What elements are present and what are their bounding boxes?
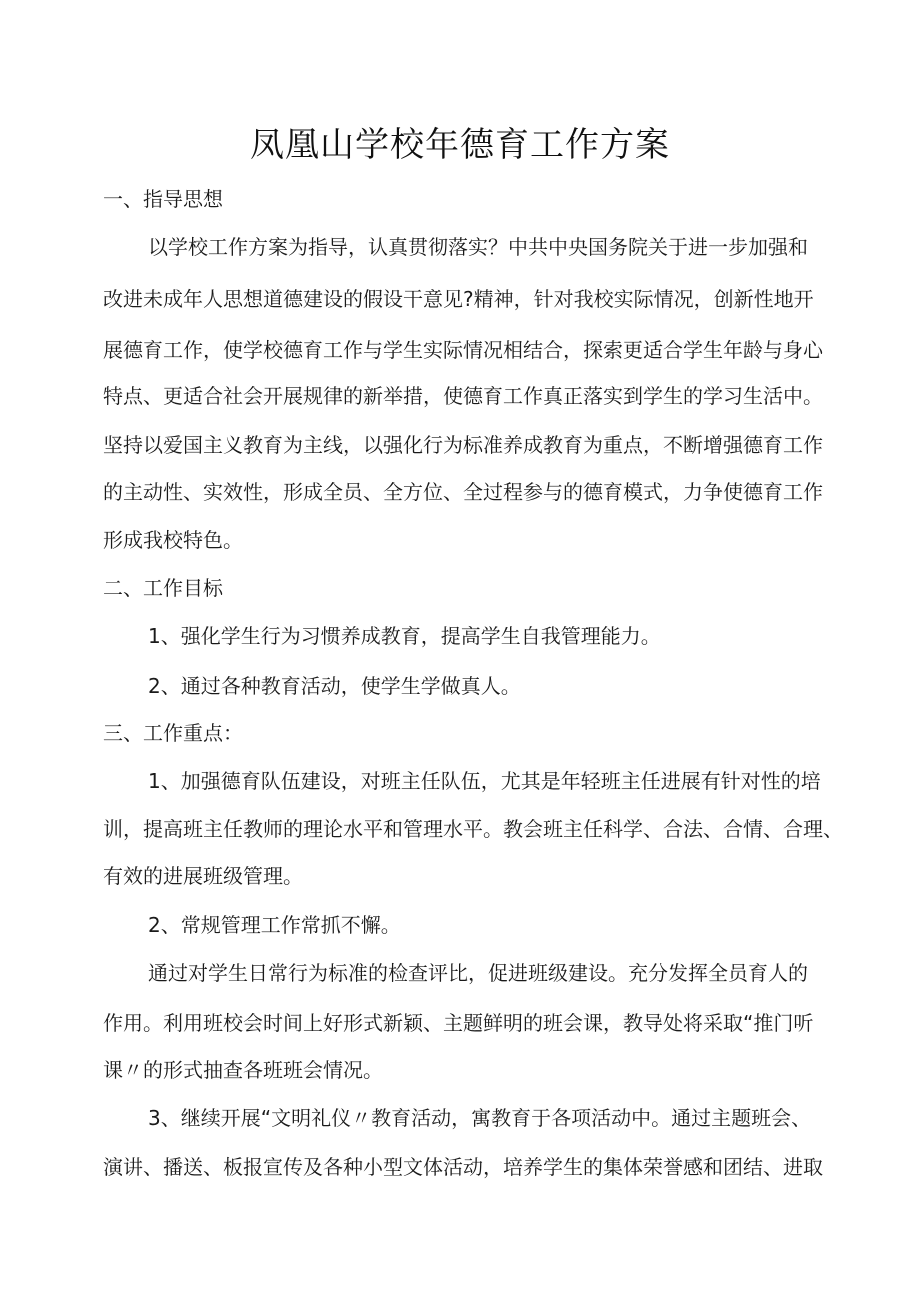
paragraph-line: 以学校工作方案为指导，认真贯彻落实？中共中央国务院关于进一步加强和 [148,235,808,259]
list-item: 1、强化学生行为习惯养成教育，提高学生自我管理能力。 [148,624,661,648]
paragraph-line: 1、加强德育队伍建设，对班主任队伍，尤其是年轻班主任进展有针对性的培 [148,769,821,793]
paragraph-line: 课〃的形式抽查各班班会情况。 [103,1058,383,1082]
paragraph-line: 有效的进展班级管理。 [103,864,303,888]
paragraph-line: 改进未成年人思想道德建设的假设干意见?精神，针对我校实际情况，创新性地开 [103,287,814,311]
paragraph-line: 坚持以爱国主义教育为主线，以强化行为标准养成教育为重点，不断增强德育工作 [103,433,823,457]
paragraph-line: 形成我校特色。 [103,528,243,552]
section-heading: 一、指导思想 [103,187,223,211]
paragraph-line: 特点、更适合社会开展规律的新举措，使德育工作真正落实到学生的学习生活中。 [103,384,823,408]
paragraph-line: 作用。利用班校会时间上好形式新颖、主题鲜明的班会课，教导处将采取“推门听 [103,1011,814,1035]
paragraph-line: 3、继续开展“文明礼仪〃教育活动，寓教育于各项活动中。通过主题班会、 [148,1106,812,1130]
paragraph-line: 展德育工作，使学校德育工作与学生实际情况相结合，探索更适合学生年龄与身心 [103,338,823,362]
list-item: 2、通过各种教育活动，使学生学做真人。 [148,674,521,698]
document-title: 凤凰山学校年德育工作方案 [250,125,670,165]
section-heading: 三、工作重点： [103,721,243,745]
paragraph-line: 演讲、播送、板报宣传及各种小型文体活动，培养学生的集体荣誉感和团结、进取 [103,1155,823,1179]
paragraph-line: 训，提高班主任教师的理论水平和管理水平。教会班主任科学、合法、合情、合理、 [103,817,843,841]
list-item: 2、常规管理工作常抓不懈。 [148,913,401,937]
section-heading: 二、工作目标 [103,576,223,600]
paragraph-line: 通过对学生日常行为标准的检查评比，促进班级建设。充分发挥全员育人的 [148,961,808,985]
paragraph-line: 的主动性、实效性，形成全员、全方位、全过程参与的德育模式，力争使德育工作 [103,480,823,504]
